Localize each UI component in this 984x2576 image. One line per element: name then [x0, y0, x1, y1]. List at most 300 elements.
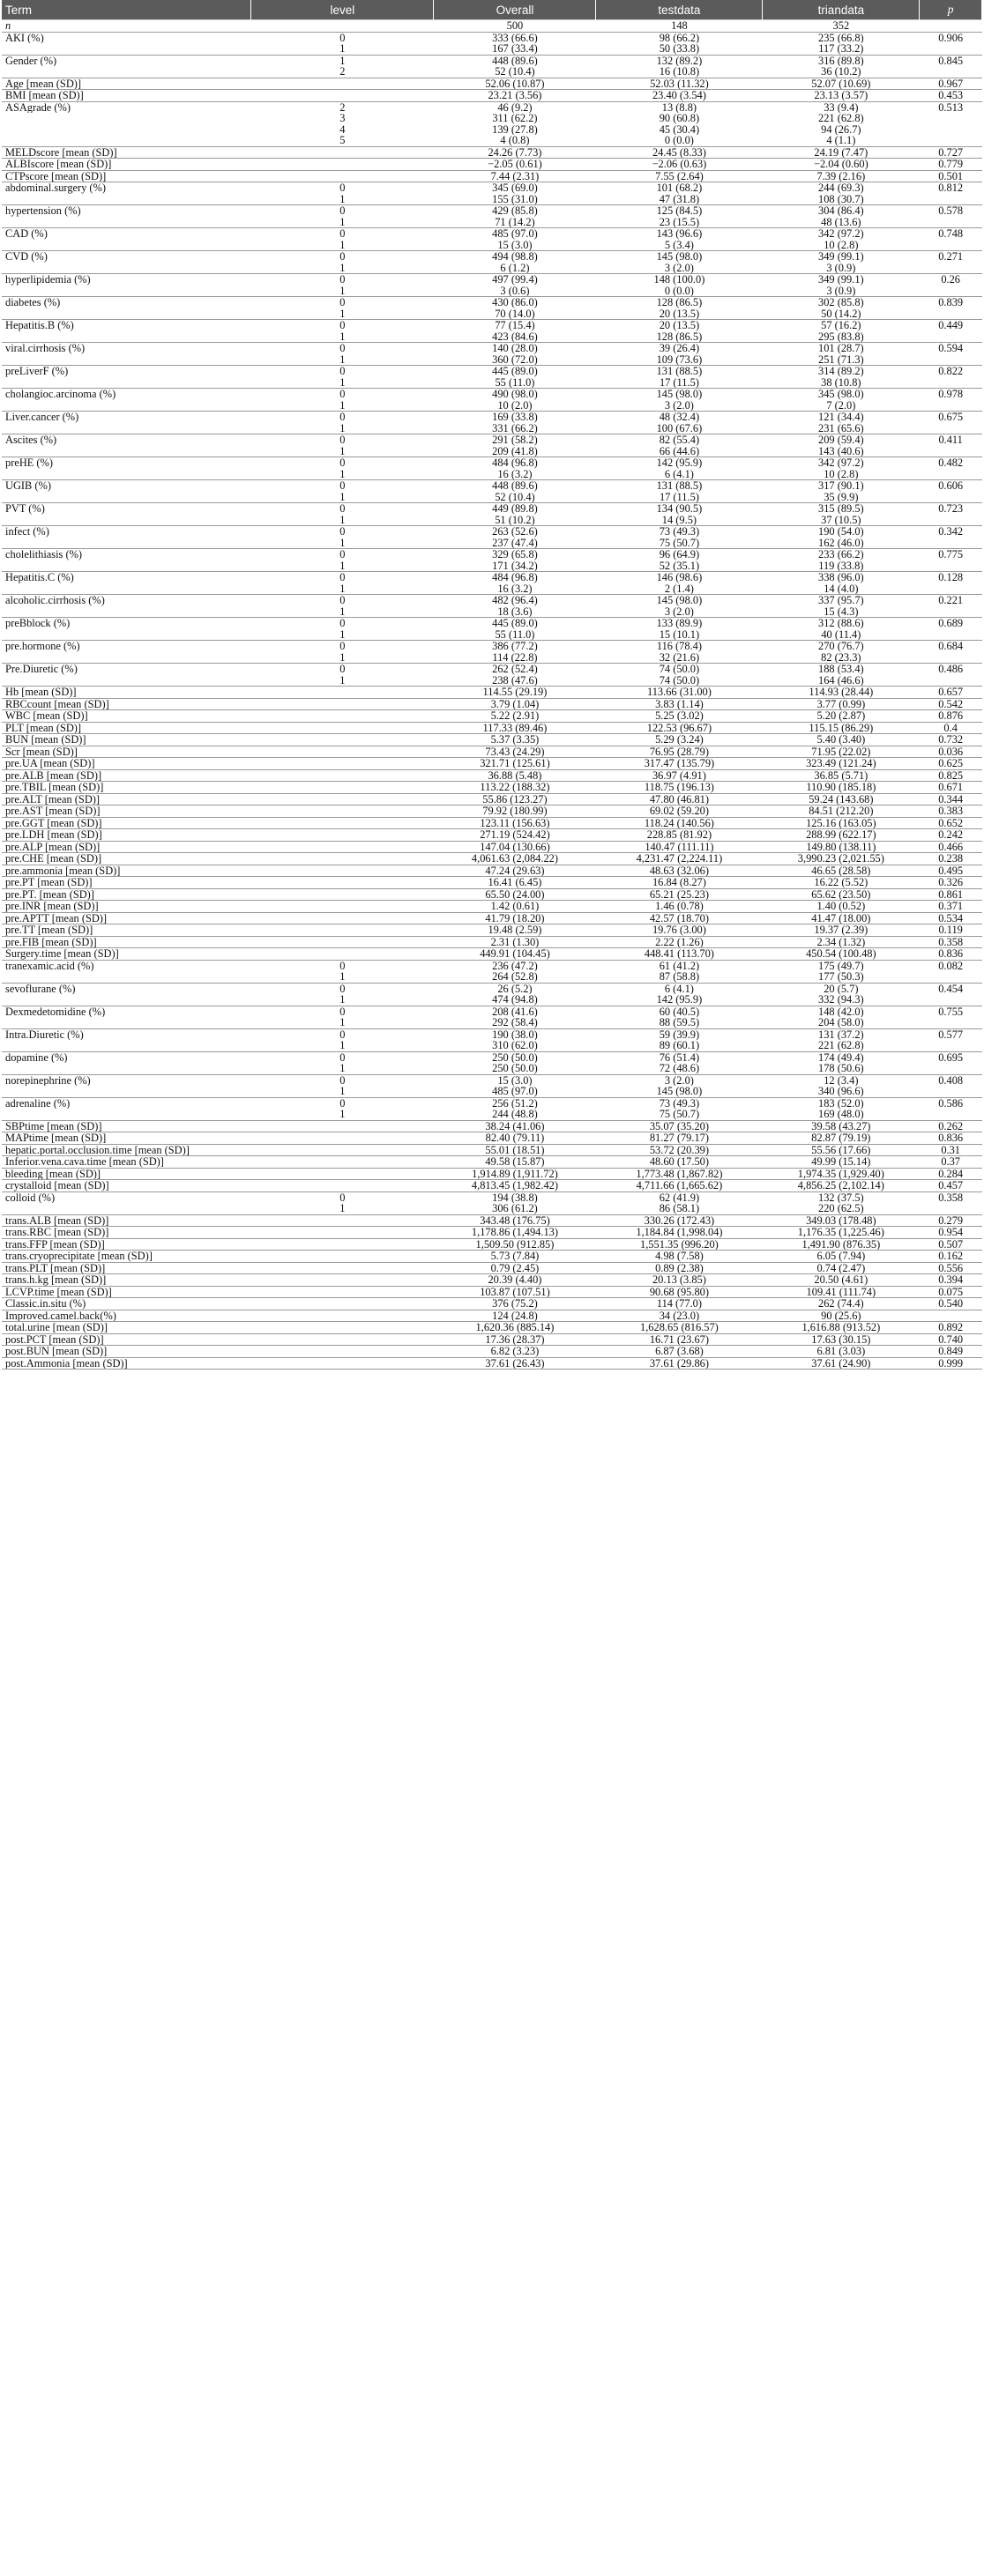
term-cell: RBCcount [mean (SD)] [2, 698, 251, 710]
term-cell: Liver.cancer (%) [2, 412, 251, 423]
table-row [2, 912, 982, 924]
overall-cell: 4 (0.8) [500, 135, 530, 146]
triandata-cell: 1,176.35 (1,225.46) [763, 1227, 920, 1239]
level-cell: 3 [339, 113, 346, 124]
testdata-cell: 73 (49.3) [596, 526, 763, 538]
testdata-cell: 330.26 (172.43) [596, 1214, 763, 1227]
triandata-cell: 4 (1.1) [826, 135, 856, 146]
level-cell: 0 [251, 412, 434, 423]
triandata-cell: 342 (97.2) [763, 457, 920, 469]
p-value-cell: 0.606 [920, 480, 982, 492]
overall-cell: −2.05 (0.61) [434, 159, 596, 171]
overall-cell: 310 (62.0) [492, 1040, 538, 1051]
triandata-cell: 188 (53.4) [763, 664, 920, 675]
overall-cell: 482 (96.4) [434, 595, 596, 606]
level-cell [251, 877, 434, 889]
term-cell: CTPscore [mean (SD)] [2, 170, 251, 182]
overall-cell: 445 (89.0) [434, 618, 596, 629]
overall-cell: 291 (58.2) [434, 434, 596, 446]
testdata-cell: 1.46 (0.78) [596, 901, 763, 913]
p-value-cell: 0.449 [920, 320, 982, 331]
triandata-cell: 114.93 (28.44) [763, 687, 920, 699]
term-cell: cholangioc.arcinoma (%) [2, 389, 251, 400]
table-row [2, 423, 982, 434]
term-cell [2, 1017, 251, 1028]
overall-cell: 490 (98.0) [434, 389, 596, 400]
table-row [2, 1298, 982, 1310]
level-cell: 0 [251, 480, 434, 492]
overall-cell: 5.37 (3.35) [434, 734, 596, 746]
overall-cell: 376 (75.2) [434, 1298, 596, 1310]
p-value-cell: 0.695 [920, 1051, 982, 1063]
p-value-cell [920, 1109, 982, 1120]
testdata-cell: 59 (39.9) [596, 1028, 763, 1040]
term-cell: crystalloid [mean (SD)] [2, 1180, 251, 1192]
overall-cell: 448 (89.6) [434, 480, 596, 492]
n-level [251, 20, 434, 33]
p-value-cell: 0.221 [920, 595, 982, 606]
term-cell [2, 994, 251, 1006]
table-row [2, 1357, 982, 1370]
testdata-cell: 20 (13.5) [659, 308, 700, 320]
p-value-cell [920, 240, 982, 251]
triandata-cell: 231 (65.6) [818, 422, 864, 434]
level-cell: 1 [339, 537, 346, 549]
testdata-cell: 50 (33.8) [659, 43, 700, 55]
table-row [2, 710, 982, 723]
table-row [2, 446, 982, 457]
term-cell: AKI (%) [2, 32, 251, 43]
level-cell: 1 [339, 583, 346, 595]
p-value-cell: 0.408 [920, 1074, 982, 1086]
level-cell: 2 [339, 66, 346, 78]
triandata-cell: 121 (34.4) [763, 412, 920, 423]
triandata-cell: 10 (2.8) [824, 468, 859, 480]
term-cell: Scr [mean (SD)] [2, 746, 251, 758]
term-cell: post.BUN [mean (SD)] [2, 1346, 251, 1358]
term-cell: hyperlipidemia (%) [2, 274, 251, 286]
overall-cell: 55.01 (18.51) [434, 1144, 596, 1156]
p-value-cell: 0.394 [920, 1274, 982, 1287]
term-cell [2, 286, 251, 297]
term-cell: pre.ammonia [mean (SD)] [2, 865, 251, 877]
overall-cell: 449 (89.8) [434, 503, 596, 515]
triandata-cell: 37.61 (24.90) [763, 1357, 920, 1370]
p-value-cell: 0.162 [920, 1251, 982, 1263]
level-cell: 0 [251, 274, 434, 286]
term-cell: UGIB (%) [2, 480, 251, 492]
overall-cell: 37.61 (26.43) [434, 1357, 596, 1370]
overall-cell: 139 (27.8) [492, 123, 538, 135]
table-row [2, 480, 982, 492]
table-row [2, 971, 982, 983]
testdata-cell: 88 (59.5) [659, 1017, 700, 1028]
p-value-cell [920, 66, 982, 78]
term-cell: dopamine (%) [2, 1051, 251, 1063]
triandata-cell: 174 (49.4) [763, 1051, 920, 1063]
triandata-cell: 17.63 (30.15) [763, 1333, 920, 1346]
overall-cell: 237 (47.4) [492, 537, 538, 549]
term-cell [2, 492, 251, 503]
testdata-cell: 32 (21.6) [659, 651, 700, 664]
term-cell: CAD (%) [2, 228, 251, 240]
level-cell: 1 [339, 193, 346, 205]
level-cell [251, 924, 434, 937]
level-cell [251, 758, 434, 770]
p-value-cell: 0.534 [920, 912, 982, 924]
overall-cell: 26 (5.2) [434, 983, 596, 994]
table-row [2, 793, 982, 805]
p-value-cell: 0.748 [920, 228, 982, 240]
overall-cell: 345 (69.0) [434, 182, 596, 194]
table-row [2, 78, 982, 90]
table-row [2, 217, 982, 228]
testdata-cell: 48.60 (17.50) [596, 1156, 763, 1169]
table-row [2, 251, 982, 263]
table-row [2, 146, 982, 159]
overall-cell: 264 (52.8) [492, 971, 538, 983]
level-cell [251, 1298, 434, 1310]
level-cell: 0 [251, 320, 434, 331]
table-row [2, 758, 982, 770]
testdata-cell: 52.03 (11.32) [596, 78, 763, 90]
table-row [2, 853, 982, 865]
level-cell: 0 [251, 228, 434, 240]
p-value-cell: 0.671 [920, 782, 982, 794]
triandata-cell: 35 (9.9) [824, 491, 859, 503]
overall-cell: 190 (38.0) [434, 1028, 596, 1040]
p-value-cell: 0.825 [920, 769, 982, 782]
table-row [2, 1132, 982, 1145]
triandata-cell: 90 (25.6) [763, 1310, 920, 1322]
p-value-cell [920, 971, 982, 983]
overall-cell: 103.87 (107.51) [434, 1286, 596, 1298]
overall-cell: 65.50 (24.00) [434, 888, 596, 901]
term-cell: Age [mean (SD)] [2, 78, 251, 90]
overall-cell: 484 (96.8) [434, 572, 596, 583]
level-cell: 0 [251, 641, 434, 652]
term-cell: adrenaline (%) [2, 1097, 251, 1109]
level-cell [251, 698, 434, 710]
p-value-cell: 0.358 [920, 936, 982, 948]
table-row [2, 675, 982, 687]
testdata-cell: 5 (3.4) [664, 239, 694, 251]
triandata-cell: 270 (76.7) [763, 641, 920, 652]
testdata-cell: 45 (30.4) [659, 123, 700, 135]
triandata-cell: 15 (4.3) [824, 605, 859, 618]
table-row [2, 1262, 982, 1274]
table-row [2, 664, 982, 675]
triandata-cell: 251 (71.3) [818, 353, 864, 366]
p-value-cell: 0.238 [920, 853, 982, 865]
p-value-cell: 0.779 [920, 159, 982, 171]
testdata-cell: 86 (58.1) [659, 1203, 700, 1214]
overall-cell: 117.33 (89.46) [434, 722, 596, 734]
table-row [2, 1028, 982, 1040]
triandata-cell: 5.40 (3.40) [763, 734, 920, 746]
term-cell: trans.h.kg [mean (SD)] [2, 1274, 251, 1287]
term-cell [2, 135, 251, 146]
table-row [2, 1251, 982, 1263]
overall-cell: 423 (84.6) [492, 330, 538, 343]
term-cell: Dexmedetomidine (%) [2, 1006, 251, 1017]
table-row [2, 274, 982, 286]
overall-cell: 485 (97.0) [492, 1086, 538, 1097]
term-cell: ALBIscore [mean (SD)] [2, 159, 251, 171]
term-cell [2, 377, 251, 389]
triandata-cell: 7.39 (2.16) [763, 170, 920, 182]
triandata-cell: 39.58 (43.27) [763, 1120, 920, 1132]
p-value-cell [920, 515, 982, 526]
overall-cell: 5.22 (2.91) [434, 710, 596, 723]
overall-cell: 244 (48.8) [492, 1109, 538, 1120]
overall-cell: 5.73 (7.84) [434, 1251, 596, 1263]
triandata-cell: 221 (62.8) [818, 1040, 864, 1051]
level-cell: 0 [251, 1074, 434, 1086]
table-row [2, 1322, 982, 1334]
p-value-cell: 0.542 [920, 698, 982, 710]
testdata-cell: 37.61 (29.86) [596, 1357, 763, 1370]
level-cell [251, 817, 434, 829]
testdata-cell: 74 (50.0) [659, 674, 700, 687]
overall-cell: 250 (50.0) [434, 1051, 596, 1063]
triandata-cell: 110.90 (185.18) [763, 782, 920, 794]
level-cell: 0 [251, 182, 434, 194]
level-cell [251, 710, 434, 723]
overall-cell: 77 (15.4) [434, 320, 596, 331]
testdata-cell: 128 (86.5) [656, 330, 703, 343]
testdata-cell: 75 (50.7) [659, 537, 700, 549]
triandata-cell: 46.65 (28.58) [763, 865, 920, 877]
overall-cell: 70 (14.0) [495, 308, 535, 320]
triandata-cell: 1,491.90 (876.35) [763, 1238, 920, 1251]
header-triandata: triandata [763, 0, 920, 20]
table-body [2, 20, 982, 1370]
p-value-cell [920, 1203, 982, 1214]
testdata-cell: 35.07 (35.20) [596, 1120, 763, 1132]
overall-cell: 19.48 (2.59) [434, 924, 596, 937]
level-cell: 0 [251, 664, 434, 675]
term-cell: trans.cryoprecipitate [mean (SD)] [2, 1251, 251, 1263]
table-row [2, 1120, 982, 1132]
overall-cell: 55.86 (123.27) [434, 793, 596, 805]
testdata-cell: 20.13 (3.85) [596, 1274, 763, 1287]
table-row [2, 55, 982, 66]
level-cell: 1 [339, 43, 346, 55]
triandata-cell: 204 (58.0) [818, 1017, 864, 1028]
level-cell: 1 [339, 514, 346, 526]
triandata-cell: 332 (94.3) [818, 994, 864, 1006]
term-cell [2, 652, 251, 664]
table-row [2, 1074, 982, 1086]
table-row [2, 572, 982, 583]
testdata-cell: 6.87 (3.68) [596, 1346, 763, 1358]
testdata-cell: 24.45 (8.33) [596, 146, 763, 159]
p-value-cell: 0.861 [920, 888, 982, 901]
triandata-cell: 57 (16.2) [763, 320, 920, 331]
table-row [2, 1006, 982, 1017]
p-value-cell: 0.495 [920, 865, 982, 877]
triandata-cell: 340 (96.6) [818, 1086, 864, 1097]
p-value-cell: 0.657 [920, 687, 982, 699]
n-testdata: 148 [596, 20, 763, 33]
term-cell: BMI [mean (SD)] [2, 90, 251, 102]
triandata-cell: 149.80 (138.11) [763, 841, 920, 853]
level-cell [251, 722, 434, 734]
p-value-cell: 0.684 [920, 641, 982, 652]
triandata-cell: 349 (99.1) [763, 251, 920, 263]
triandata-cell: 183 (52.0) [763, 1097, 920, 1109]
triandata-cell: 169 (48.0) [818, 1109, 864, 1120]
overall-cell: 271.19 (524.42) [434, 829, 596, 842]
table-row [2, 286, 982, 297]
n-label: n [2, 20, 251, 33]
p-value-cell: 0.342 [920, 526, 982, 538]
triandata-cell: 20 (5.7) [763, 983, 920, 994]
p-value-cell: 0.775 [920, 549, 982, 560]
overall-cell: 343.48 (176.75) [434, 1214, 596, 1227]
term-cell: pre.AST [mean (SD)] [2, 805, 251, 818]
term-cell: total.urine [mean (SD)] [2, 1322, 251, 1334]
term-cell: alcoholic.cirrhosis (%) [2, 595, 251, 606]
level-cell: 1 [339, 445, 346, 457]
testdata-cell: 90 (60.8) [659, 113, 700, 124]
p-value-cell: 0.556 [920, 1262, 982, 1274]
term-cell: PLT [mean (SD)] [2, 722, 251, 734]
p-value-cell [920, 583, 982, 595]
table-row [2, 526, 982, 538]
triandata-cell: 24.19 (7.47) [763, 146, 920, 159]
overall-cell: 171 (34.2) [492, 560, 538, 572]
level-cell [251, 853, 434, 865]
table-row [2, 457, 982, 469]
p-value-cell [920, 560, 982, 572]
table-row [2, 377, 982, 389]
overall-cell: 1,620.36 (885.14) [434, 1322, 596, 1334]
header-p: p [920, 0, 982, 20]
testdata-cell: 47 (31.8) [659, 193, 700, 205]
testdata-cell: 82 (55.4) [596, 434, 763, 446]
term-cell: trans.RBC [mean (SD)] [2, 1227, 251, 1239]
p-value-cell: 0.279 [920, 1214, 982, 1227]
testdata-cell: 23 (15.5) [659, 216, 700, 228]
level-cell: 2 [251, 101, 434, 113]
level-cell [251, 146, 434, 159]
testdata-cell: 65.21 (25.23) [596, 888, 763, 901]
testdata-cell: 3 (2.0) [664, 399, 694, 412]
triandata-cell: 3,990.23 (2,021.55) [763, 853, 920, 865]
level-cell [251, 1132, 434, 1145]
testdata-cell: 4,231.47 (2,224.11) [596, 853, 763, 865]
triandata-cell: 117 (33.2) [818, 43, 864, 55]
triandata-cell: 3 (0.9) [826, 285, 856, 297]
level-cell: 0 [251, 595, 434, 606]
table-row [2, 1214, 982, 1227]
p-value-cell: 0.625 [920, 758, 982, 770]
testdata-cell: 52 (35.1) [659, 560, 700, 572]
overall-cell: 209 (41.8) [492, 445, 538, 457]
level-cell: 0 [251, 1051, 434, 1063]
table-row [2, 515, 982, 526]
overall-cell: 36.88 (5.48) [434, 769, 596, 782]
p-value-cell: 0.271 [920, 251, 982, 263]
testdata-cell: 14 (9.5) [661, 514, 697, 526]
level-cell: 1 [339, 468, 346, 480]
testdata-cell: 125 (84.5) [596, 205, 763, 217]
level-cell: 1 [339, 216, 346, 228]
table-row [2, 366, 982, 377]
p-value-cell: 0.652 [920, 817, 982, 829]
table-row [2, 583, 982, 595]
level-cell [251, 1238, 434, 1251]
triandata-cell: 23.13 (3.57) [763, 90, 920, 102]
level-cell: 0 [251, 434, 434, 446]
triandata-cell: 342 (97.2) [763, 228, 920, 240]
level-cell: 1 [339, 605, 346, 618]
term-cell: hepatic.portal.occlusion.time [mean (SD)] [2, 1144, 251, 1156]
level-cell: 4 [339, 123, 346, 135]
p-value-cell: 0.845 [920, 55, 982, 66]
testdata-cell: 6 (4.1) [664, 468, 694, 480]
testdata-cell: 7.55 (2.64) [596, 170, 763, 182]
overall-cell: 484 (96.8) [434, 457, 596, 469]
triandata-cell: 0.74 (2.47) [763, 1262, 920, 1274]
level-cell: 0 [251, 205, 434, 217]
level-cell [251, 1168, 434, 1180]
level-cell: 0 [251, 526, 434, 538]
p-value-cell [920, 124, 982, 136]
p-value-cell [920, 354, 982, 366]
testdata-cell: 3 (2.0) [596, 1074, 763, 1086]
overall-cell: 4,061.63 (2,084.22) [434, 853, 596, 865]
triandata-cell: 36 (10.2) [821, 66, 861, 78]
level-cell [251, 1346, 434, 1358]
table-row [2, 263, 982, 274]
level-cell: 0 [251, 389, 434, 400]
testdata-cell: 15 (10.1) [659, 628, 700, 641]
overall-cell: 430 (86.0) [434, 297, 596, 308]
table-row [2, 90, 982, 102]
term-cell: MELDscore [mean (SD)] [2, 146, 251, 159]
p-value-cell: 0.4 [920, 722, 982, 734]
p-value-cell: 0.31 [920, 1144, 982, 1156]
testdata-cell: 6 (4.1) [596, 983, 763, 994]
term-cell [2, 423, 251, 434]
p-value-cell: 0.839 [920, 297, 982, 308]
p-value-cell: 0.453 [920, 90, 982, 102]
p-value-cell [920, 492, 982, 503]
table-row [2, 1086, 982, 1097]
overall-cell: 3 (0.6) [500, 285, 530, 297]
term-cell [2, 515, 251, 526]
p-value-cell: 0.723 [920, 503, 982, 515]
testdata-cell: 118.75 (196.13) [596, 782, 763, 794]
level-cell: 1 [339, 971, 346, 983]
p-value-cell: 0.675 [920, 412, 982, 423]
level-cell [251, 1227, 434, 1239]
p-value-cell [920, 377, 982, 389]
level-cell: 1 [339, 376, 346, 389]
table-row [2, 1156, 982, 1169]
overall-cell: 1,914.89 (1,911.72) [434, 1168, 596, 1180]
testdata-cell: 3.83 (1.14) [596, 698, 763, 710]
triandata-cell: 37 (10.5) [821, 514, 861, 526]
term-cell: hypertension (%) [2, 205, 251, 217]
level-cell: 1 [339, 1017, 346, 1028]
overall-cell: 55 (11.0) [495, 376, 535, 389]
term-cell: pre.ALB [mean (SD)] [2, 769, 251, 782]
testdata-cell: 113.66 (31.00) [596, 687, 763, 699]
